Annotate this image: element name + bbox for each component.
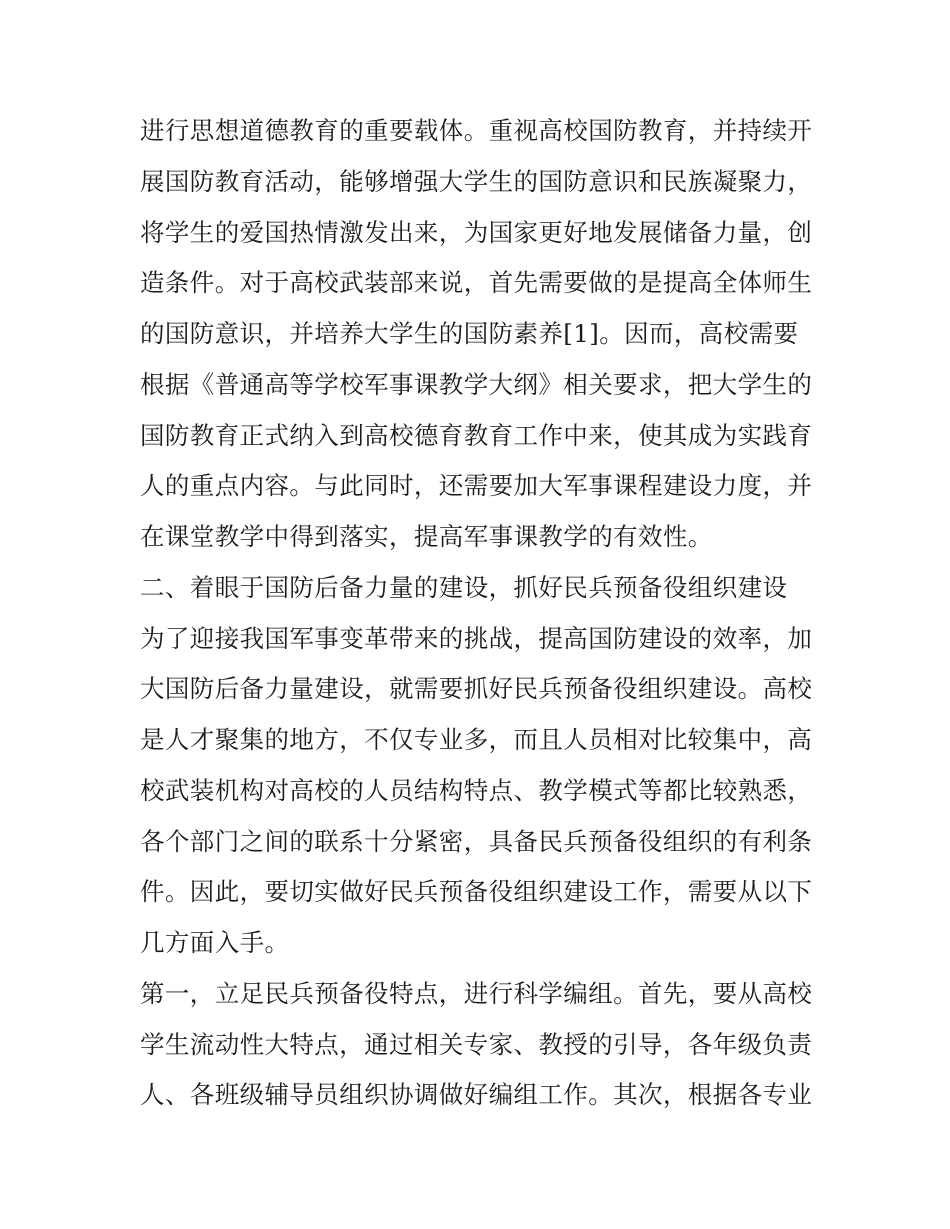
text-line: 进行思想道德教育的重要载体。重视高校国防教育，并持续开 [140, 116, 813, 145]
text-line: 在课堂教学中得到落实，提高军事课教学的有效性。 [140, 522, 713, 551]
text-line: 学生流动性大特点，通过相关专家、教授的引导，各年级负责 [140, 1030, 813, 1059]
text-line: 是人才聚集的地方，不仅专业多，而且人员相对比较集中，高 [140, 725, 813, 754]
text-line: 为了迎接我国军事变革带来的挑战，提高国防建设的效率，加 [140, 624, 813, 653]
text-line: 校武装机构对高校的人员结构特点、教学模式等都比较熟悉， [140, 776, 813, 805]
text-line: 人的重点内容。与此同时，还需要加大军事课程建设力度，并 [140, 471, 813, 500]
text-line: 各个部门之间的联系十分紧密，具备民兵预备役组织的有利条 [140, 827, 813, 856]
text-line: 人、各班级辅导员组织协调做好编组工作。其次，根据各专业 [140, 1080, 813, 1109]
text-line: 展国防教育活动，能够增强大学生的国防意识和民族凝聚力， [140, 167, 813, 196]
text-line: 将学生的爱国热情激发出来，为国家更好地发展储备力量，创 [140, 218, 813, 247]
text-line: 造条件。对于高校武装部来说，首先需要做的是提高全体师生 [140, 268, 813, 297]
text-line: 大国防后备力量建设，就需要抓好民兵预备役组织建设。高校 [140, 674, 813, 703]
text-line: 第一，立足民兵预备役特点，进行科学编组。首先，要从高校 [140, 979, 813, 1008]
text-line: 几方面入手。 [140, 928, 290, 957]
section-heading: 二、着眼于国防后备力量的建设，抓好民兵预备役组织建设 [140, 573, 788, 602]
text-line: 国防教育正式纳入到高校德育教育工作中来，使其成为实践育 [140, 421, 813, 450]
text-line: 件。因此，要切实做好民兵预备役组织建设工作，需要从以下 [140, 877, 813, 906]
text-line: 根据《普通高等学校军事课教学大纲》相关要求，把大学生的 [140, 370, 813, 399]
text-line: 的国防意识，并培养大学生的国防素养[1]。因而，高校需要 [140, 319, 799, 348]
